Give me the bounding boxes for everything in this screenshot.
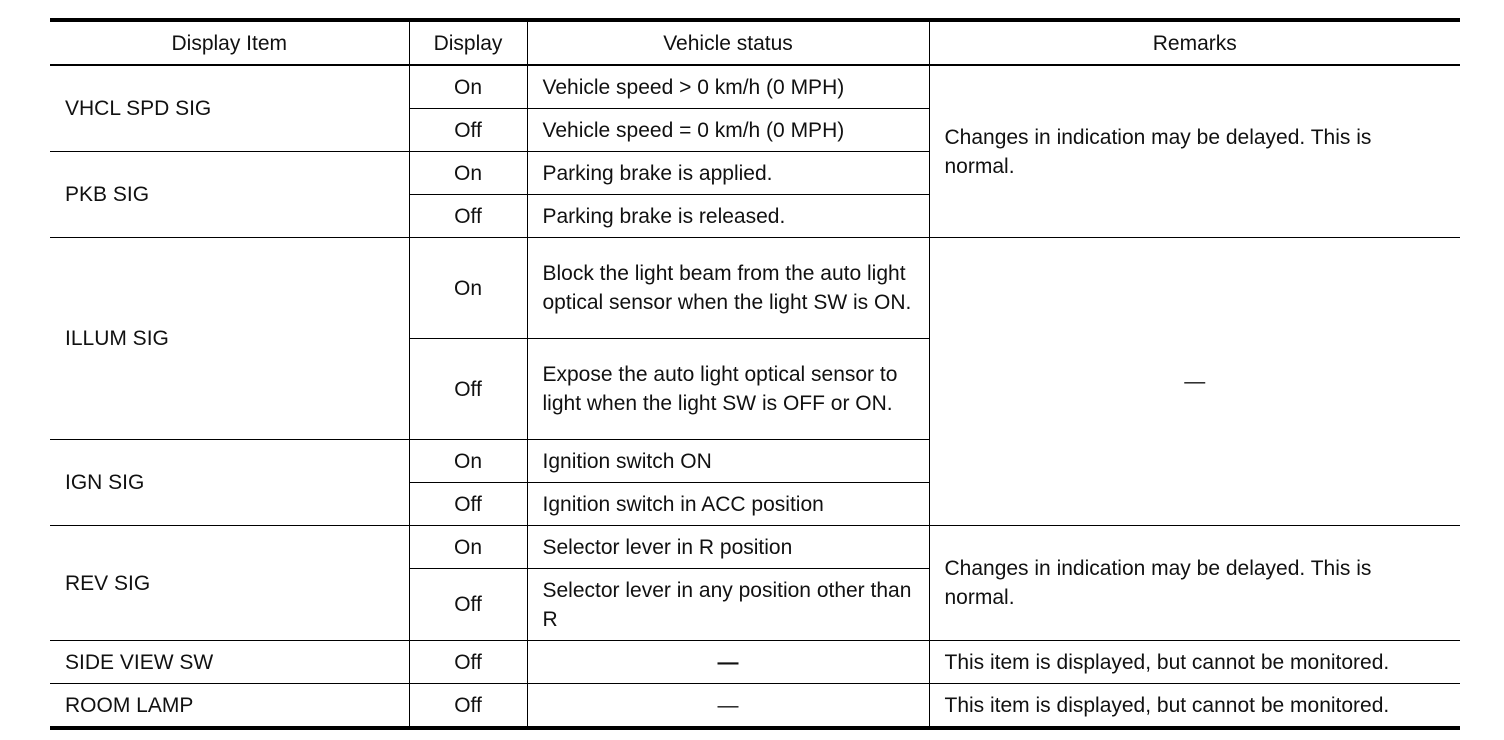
display-value: Off xyxy=(409,483,527,526)
table-row xyxy=(50,684,1460,729)
header-remarks: Remarks xyxy=(929,20,1460,65)
vehicle-status: Block the light beam from the auto light optical sensor when the light SW is ON. xyxy=(527,238,929,339)
monitor-item-table xyxy=(50,18,1460,730)
remarks-dash: — xyxy=(929,238,1460,526)
display-value: Off xyxy=(409,684,527,729)
remarks-not-monitored: This item is displayed, but cannot be monitored. xyxy=(929,641,1460,684)
vehicle-status: — xyxy=(527,641,929,684)
vehicle-status: Selector lever in R position xyxy=(527,526,929,569)
item-side-view-sw: SIDE VIEW SW xyxy=(50,641,409,684)
table-row xyxy=(50,65,1460,109)
header-vehicle-status: Vehicle status xyxy=(527,20,929,65)
display-value: Off xyxy=(409,339,527,440)
item-pkb-sig: PKB SIG xyxy=(50,152,409,238)
display-value: Off xyxy=(409,569,527,641)
header-display-item: Display Item xyxy=(50,20,409,65)
vehicle-status: — xyxy=(527,684,929,729)
item-room-lamp: ROOM LAMP xyxy=(50,684,409,729)
remarks-not-monitored: This item is displayed, but cannot be monitored. xyxy=(929,684,1460,729)
item-ign-sig: IGN SIG xyxy=(50,440,409,526)
display-value: Off xyxy=(409,195,527,238)
display-value: Off xyxy=(409,641,527,684)
remarks-delayed: Changes in indication may be delayed. This is normal. xyxy=(929,526,1460,641)
table-row xyxy=(50,526,1460,569)
vehicle-status: Selector lever in any position other than R xyxy=(527,569,929,641)
item-illum-sig: ILLUM SIG xyxy=(50,238,409,440)
display-value: On xyxy=(409,152,527,195)
item-rev-sig: REV SIG xyxy=(50,526,409,641)
vehicle-status: Parking brake is applied. xyxy=(527,152,929,195)
vehicle-status: Parking brake is released. xyxy=(527,195,929,238)
vehicle-status: Ignition switch in ACC position xyxy=(527,483,929,526)
table-row xyxy=(50,238,1460,339)
header-display: Display xyxy=(409,20,527,65)
vehicle-status: Vehicle speed > 0 km/h (0 MPH) xyxy=(527,65,929,109)
vehicle-status: Expose the auto light optical sensor to light when the light SW is OFF or ON. xyxy=(527,339,929,440)
table-row xyxy=(50,641,1460,684)
display-value: On xyxy=(409,526,527,569)
display-value: On xyxy=(409,440,527,483)
display-value: Off xyxy=(409,109,527,152)
vehicle-status: Ignition switch ON xyxy=(527,440,929,483)
item-vhcl-spd-sig: VHCL SPD SIG xyxy=(50,65,409,152)
display-value: On xyxy=(409,65,527,109)
vehicle-status: Vehicle speed = 0 km/h (0 MPH) xyxy=(527,109,929,152)
table-header-row xyxy=(50,20,1460,65)
display-value: On xyxy=(409,238,527,339)
remarks-delayed: Changes in indication may be delayed. This is normal. xyxy=(929,65,1460,238)
